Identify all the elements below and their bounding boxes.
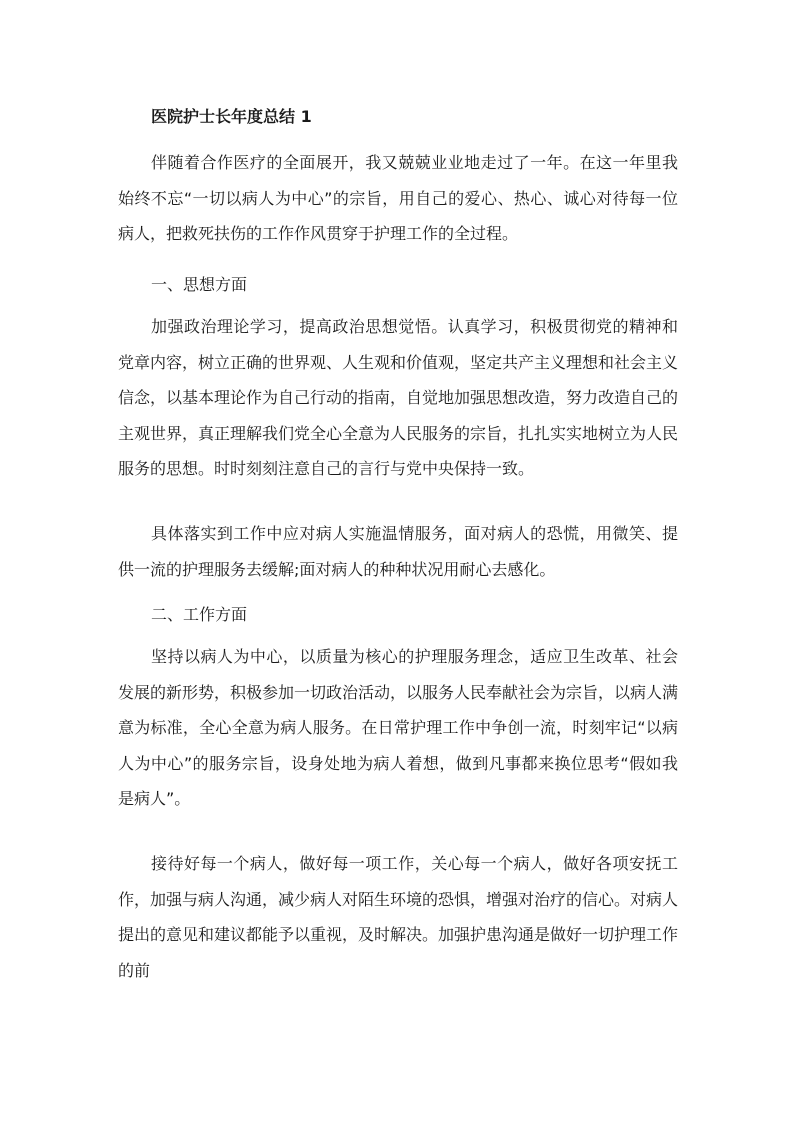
paragraph-warm-service: 具体落实到工作中应对病人实施温情服务，面对病人的恐慌，用微笑、提供一流的护理服务去缓解;面对病人的种种状况用耐心去感化。: [118, 524, 678, 579]
paragraph-intro: 伴随着合作医疗的全面展开，我又兢兢业业地走过了一年。在这一年里我始终不忘“一切以病人为中心”的宗旨，用自己的爱心、热心、诚心对待每一位病人，把救死扶伤的工作作风贯穿于护理工作的全过程。: [118, 153, 678, 244]
paragraph-thought: 加强政治理论学习，提高政治思想觉悟。认真学习，积极贯彻党的精神和党章内容，树立正确的世界观、人生观和价值观，坚定共产主义理想和社会主义信念，以基本理论作为自己行动的指南，自觉地加强思想改造，努力改造自己的主观世界，真正理解我们党全心全意为人民服务的宗旨，扎扎实实地树立为人民服务的思想。时时刻刻注意自己的言行与党中央保持一致。: [118, 317, 679, 479]
section-heading-thought: 一、思想方面: [151, 275, 248, 294]
section-heading-work: 二、工作方面: [151, 605, 248, 624]
paragraph-work: 坚持以病人为中心，以质量为核心的护理服务理念，适应卫生改革、社会发展的新形势，积极参加一切政治活动，以服务人民奉献社会为宗旨，以病人满意为标准，全心全意为病人服务。在日常护理工作中争创一流，时刻牢记“以病人为中心”的服务宗旨，设身处地为病人着想，做到凡事都来换位思考“假如我是病人”。: [118, 647, 679, 809]
paragraph-reception: 接待好每一个病人，做好每一项工作，关心每一个病人，做好各项安抚工作，加强与病人沟通，减少病人对陌生环境的恐惧，增强对治疗的信心。对病人提出的意见和建议都能予以重视，及时解决。加强护患沟通是做好一切护理工作的前: [118, 854, 679, 980]
document-title: 医院护士长年度总结 1: [151, 107, 312, 126]
